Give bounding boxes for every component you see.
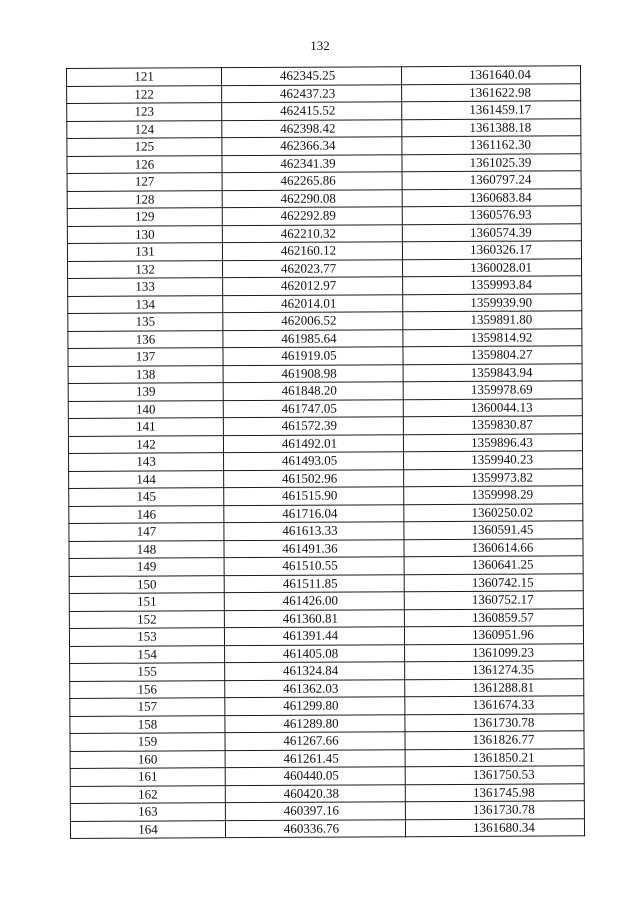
point-number-cell: 141 <box>68 418 223 436</box>
y-coordinate-cell: 1360752.17 <box>404 591 583 609</box>
table-row <box>68 276 582 296</box>
x-coordinate-cell: 460420.38 <box>225 784 405 802</box>
table-row <box>68 311 582 331</box>
point-number-cell: 161 <box>70 768 225 786</box>
point-number-cell: 154 <box>70 645 225 663</box>
point-number-cell: 133 <box>68 278 223 296</box>
y-coordinate-cell: 1360044.13 <box>403 398 582 416</box>
x-coordinate-cell: 462341.39 <box>222 154 402 172</box>
y-coordinate-cell: 1361680.34 <box>405 818 584 836</box>
y-coordinate-cell: 1361674.33 <box>405 696 584 714</box>
x-coordinate-cell: 462292.89 <box>222 207 402 225</box>
y-coordinate-cell: 1361459.17 <box>402 101 581 119</box>
point-number-cell: 155 <box>70 663 225 681</box>
point-number-cell: 159 <box>70 733 225 751</box>
point-number-cell: 131 <box>67 243 222 261</box>
x-coordinate-cell: 461360.81 <box>224 609 404 627</box>
table-row <box>67 171 581 191</box>
x-coordinate-cell: 461267.66 <box>225 732 405 750</box>
x-coordinate-cell: 461491.36 <box>224 539 404 557</box>
y-coordinate-cell: 1361025.39 <box>402 153 581 171</box>
point-number-cell: 124 <box>67 120 222 138</box>
y-coordinate-cell: 1361730.78 <box>405 801 584 819</box>
x-coordinate-cell: 461848.20 <box>223 382 403 400</box>
table-row <box>70 818 584 838</box>
y-coordinate-cell: 1359993.84 <box>403 276 582 294</box>
y-coordinate-cell: 1359978.69 <box>403 381 582 399</box>
table-row <box>68 416 582 436</box>
y-coordinate-cell: 1359804.27 <box>403 346 582 364</box>
y-coordinate-cell: 1361622.98 <box>402 83 581 101</box>
point-number-cell: 150 <box>69 575 224 593</box>
y-coordinate-cell: 1361640.04 <box>401 66 580 84</box>
x-coordinate-cell: 461510.55 <box>224 557 404 575</box>
coordinates-table-body <box>67 66 585 839</box>
point-number-cell: 143 <box>69 453 224 471</box>
x-coordinate-cell: 461362.03 <box>225 679 405 697</box>
point-number-cell: 152 <box>69 610 224 628</box>
x-coordinate-cell: 461613.33 <box>224 522 404 540</box>
table-row <box>68 381 582 401</box>
y-coordinate-cell: 1360951.96 <box>404 626 583 644</box>
table-row <box>67 118 581 138</box>
y-coordinate-cell: 1361099.23 <box>405 643 584 661</box>
y-coordinate-cell: 1359940.23 <box>404 451 583 469</box>
point-number-cell: 123 <box>67 103 222 121</box>
x-coordinate-cell: 461391.44 <box>224 627 404 645</box>
x-coordinate-cell: 462006.52 <box>223 312 403 330</box>
table-row <box>67 136 581 156</box>
x-coordinate-cell: 461515.90 <box>224 487 404 505</box>
y-coordinate-cell: 1359814.92 <box>403 328 582 346</box>
point-number-cell: 145 <box>69 488 224 506</box>
y-coordinate-cell: 1360591.45 <box>404 521 583 539</box>
point-number-cell: 153 <box>69 628 224 646</box>
y-coordinate-cell: 1360742.15 <box>404 573 583 591</box>
x-coordinate-cell: 461289.80 <box>225 714 405 732</box>
point-number-cell: 136 <box>68 330 223 348</box>
table-row <box>67 101 581 121</box>
table-row <box>68 363 582 383</box>
x-coordinate-cell: 461572.39 <box>223 417 403 435</box>
point-number-cell: 162 <box>70 785 225 803</box>
x-coordinate-cell: 461492.01 <box>223 434 403 452</box>
x-coordinate-cell: 461299.80 <box>225 697 405 715</box>
table-row <box>68 258 582 278</box>
x-coordinate-cell: 462415.52 <box>222 102 402 120</box>
point-number-cell: 122 <box>67 85 222 103</box>
x-coordinate-cell: 462290.08 <box>222 189 402 207</box>
y-coordinate-cell: 1359939.90 <box>403 293 582 311</box>
y-coordinate-cell: 1361826.77 <box>405 731 584 749</box>
x-coordinate-cell: 461324.84 <box>225 662 405 680</box>
x-coordinate-cell: 461502.96 <box>224 469 404 487</box>
page-number: 132 <box>310 38 330 53</box>
x-coordinate-cell: 461919.05 <box>223 347 403 365</box>
table-row <box>68 346 582 366</box>
y-coordinate-cell: 1361288.81 <box>405 678 584 696</box>
y-coordinate-cell: 1360574.39 <box>402 223 581 241</box>
x-coordinate-cell: 461493.05 <box>224 452 404 470</box>
point-number-cell: 130 <box>67 225 222 243</box>
point-number-cell: 144 <box>69 470 224 488</box>
table-row <box>69 468 583 488</box>
y-coordinate-cell: 1359973.82 <box>404 468 583 486</box>
coordinates-table <box>66 65 585 839</box>
table-row <box>68 433 582 453</box>
table-row <box>67 66 581 86</box>
table-row <box>69 521 583 541</box>
table-row <box>68 328 582 348</box>
point-number-cell: 134 <box>68 295 223 313</box>
y-coordinate-cell: 1360576.93 <box>402 206 581 224</box>
x-coordinate-cell: 460440.05 <box>225 767 405 785</box>
table-row <box>67 206 581 226</box>
point-number-cell: 127 <box>67 173 222 191</box>
point-number-cell: 137 <box>68 348 223 366</box>
x-coordinate-cell: 462012.97 <box>223 277 403 295</box>
point-number-cell: 138 <box>68 365 223 383</box>
point-number-cell: 135 <box>68 313 223 331</box>
y-coordinate-cell: 1359891.80 <box>403 311 582 329</box>
point-number-cell: 164 <box>70 820 225 838</box>
table-row <box>69 503 583 523</box>
x-coordinate-cell: 461985.64 <box>223 329 403 347</box>
y-coordinate-cell: 1360641.25 <box>404 556 583 574</box>
y-coordinate-cell: 1360614.66 <box>404 538 583 556</box>
x-coordinate-cell: 461261.45 <box>225 749 405 767</box>
table-row <box>69 538 583 558</box>
point-number-cell: 156 <box>70 680 225 698</box>
y-coordinate-cell: 1360797.24 <box>402 171 581 189</box>
point-number-cell: 132 <box>68 260 223 278</box>
y-coordinate-cell: 1361745.98 <box>405 783 584 801</box>
x-coordinate-cell: 461426.00 <box>224 592 404 610</box>
point-number-cell: 142 <box>68 435 223 453</box>
table-row <box>68 398 582 418</box>
table-row <box>69 451 583 471</box>
y-coordinate-cell: 1359998.29 <box>404 486 583 504</box>
point-number-cell: 129 <box>67 208 222 226</box>
x-coordinate-cell: 461908.98 <box>223 364 403 382</box>
point-number-cell: 139 <box>68 383 223 401</box>
point-number-cell: 148 <box>69 540 224 558</box>
point-number-cell: 147 <box>69 523 224 541</box>
table-row <box>69 486 583 506</box>
x-coordinate-cell: 462398.42 <box>222 119 402 137</box>
x-coordinate-cell: 461405.08 <box>225 644 405 662</box>
x-coordinate-cell: 462210.32 <box>222 224 402 242</box>
x-coordinate-cell: 461716.04 <box>224 504 404 522</box>
point-number-cell: 126 <box>67 155 222 173</box>
point-number-cell: 157 <box>70 698 225 716</box>
x-coordinate-cell: 462014.01 <box>223 294 403 312</box>
y-coordinate-cell: 1360859.57 <box>404 608 583 626</box>
point-number-cell: 151 <box>69 593 224 611</box>
x-coordinate-cell: 460397.16 <box>225 802 405 820</box>
y-coordinate-cell: 1360683.84 <box>402 188 581 206</box>
point-number-cell: 121 <box>67 68 222 86</box>
x-coordinate-cell: 462265.86 <box>222 172 402 190</box>
y-coordinate-cell: 1360250.02 <box>404 503 583 521</box>
table-row <box>67 188 581 208</box>
y-coordinate-cell: 1359896.43 <box>403 433 582 451</box>
point-number-cell: 149 <box>69 558 224 576</box>
table-row <box>67 241 581 261</box>
x-coordinate-cell: 462023.77 <box>223 259 403 277</box>
point-number-cell: 160 <box>70 750 225 768</box>
x-coordinate-cell: 462160.12 <box>222 242 402 260</box>
x-coordinate-cell: 460336.76 <box>225 819 405 837</box>
point-number-cell: 163 <box>70 803 225 821</box>
y-coordinate-cell: 1361730.78 <box>405 713 584 731</box>
table-row <box>67 153 581 173</box>
point-number-cell: 140 <box>68 400 223 418</box>
y-coordinate-cell: 1361850.21 <box>405 748 584 766</box>
y-coordinate-cell: 1360028.01 <box>403 258 582 276</box>
table-row <box>67 223 581 243</box>
y-coordinate-cell: 1359843.94 <box>403 363 582 381</box>
x-coordinate-cell: 462345.25 <box>222 67 402 85</box>
table-row <box>68 293 582 313</box>
y-coordinate-cell: 1361388.18 <box>402 118 581 136</box>
y-coordinate-cell: 1361274.35 <box>405 661 584 679</box>
x-coordinate-cell: 461747.05 <box>223 399 403 417</box>
point-number-cell: 128 <box>67 190 222 208</box>
y-coordinate-cell: 1361750.53 <box>405 766 584 784</box>
y-coordinate-cell: 1360326.17 <box>402 241 581 259</box>
x-coordinate-cell: 462437.23 <box>222 84 402 102</box>
point-number-cell: 146 <box>69 505 224 523</box>
x-coordinate-cell: 461511.85 <box>224 574 404 592</box>
x-coordinate-cell: 462366.34 <box>222 137 402 155</box>
y-coordinate-cell: 1361162.30 <box>402 136 581 154</box>
y-coordinate-cell: 1359830.87 <box>403 416 582 434</box>
table-row <box>67 83 581 103</box>
point-number-cell: 125 <box>67 138 222 156</box>
point-number-cell: 158 <box>70 715 225 733</box>
